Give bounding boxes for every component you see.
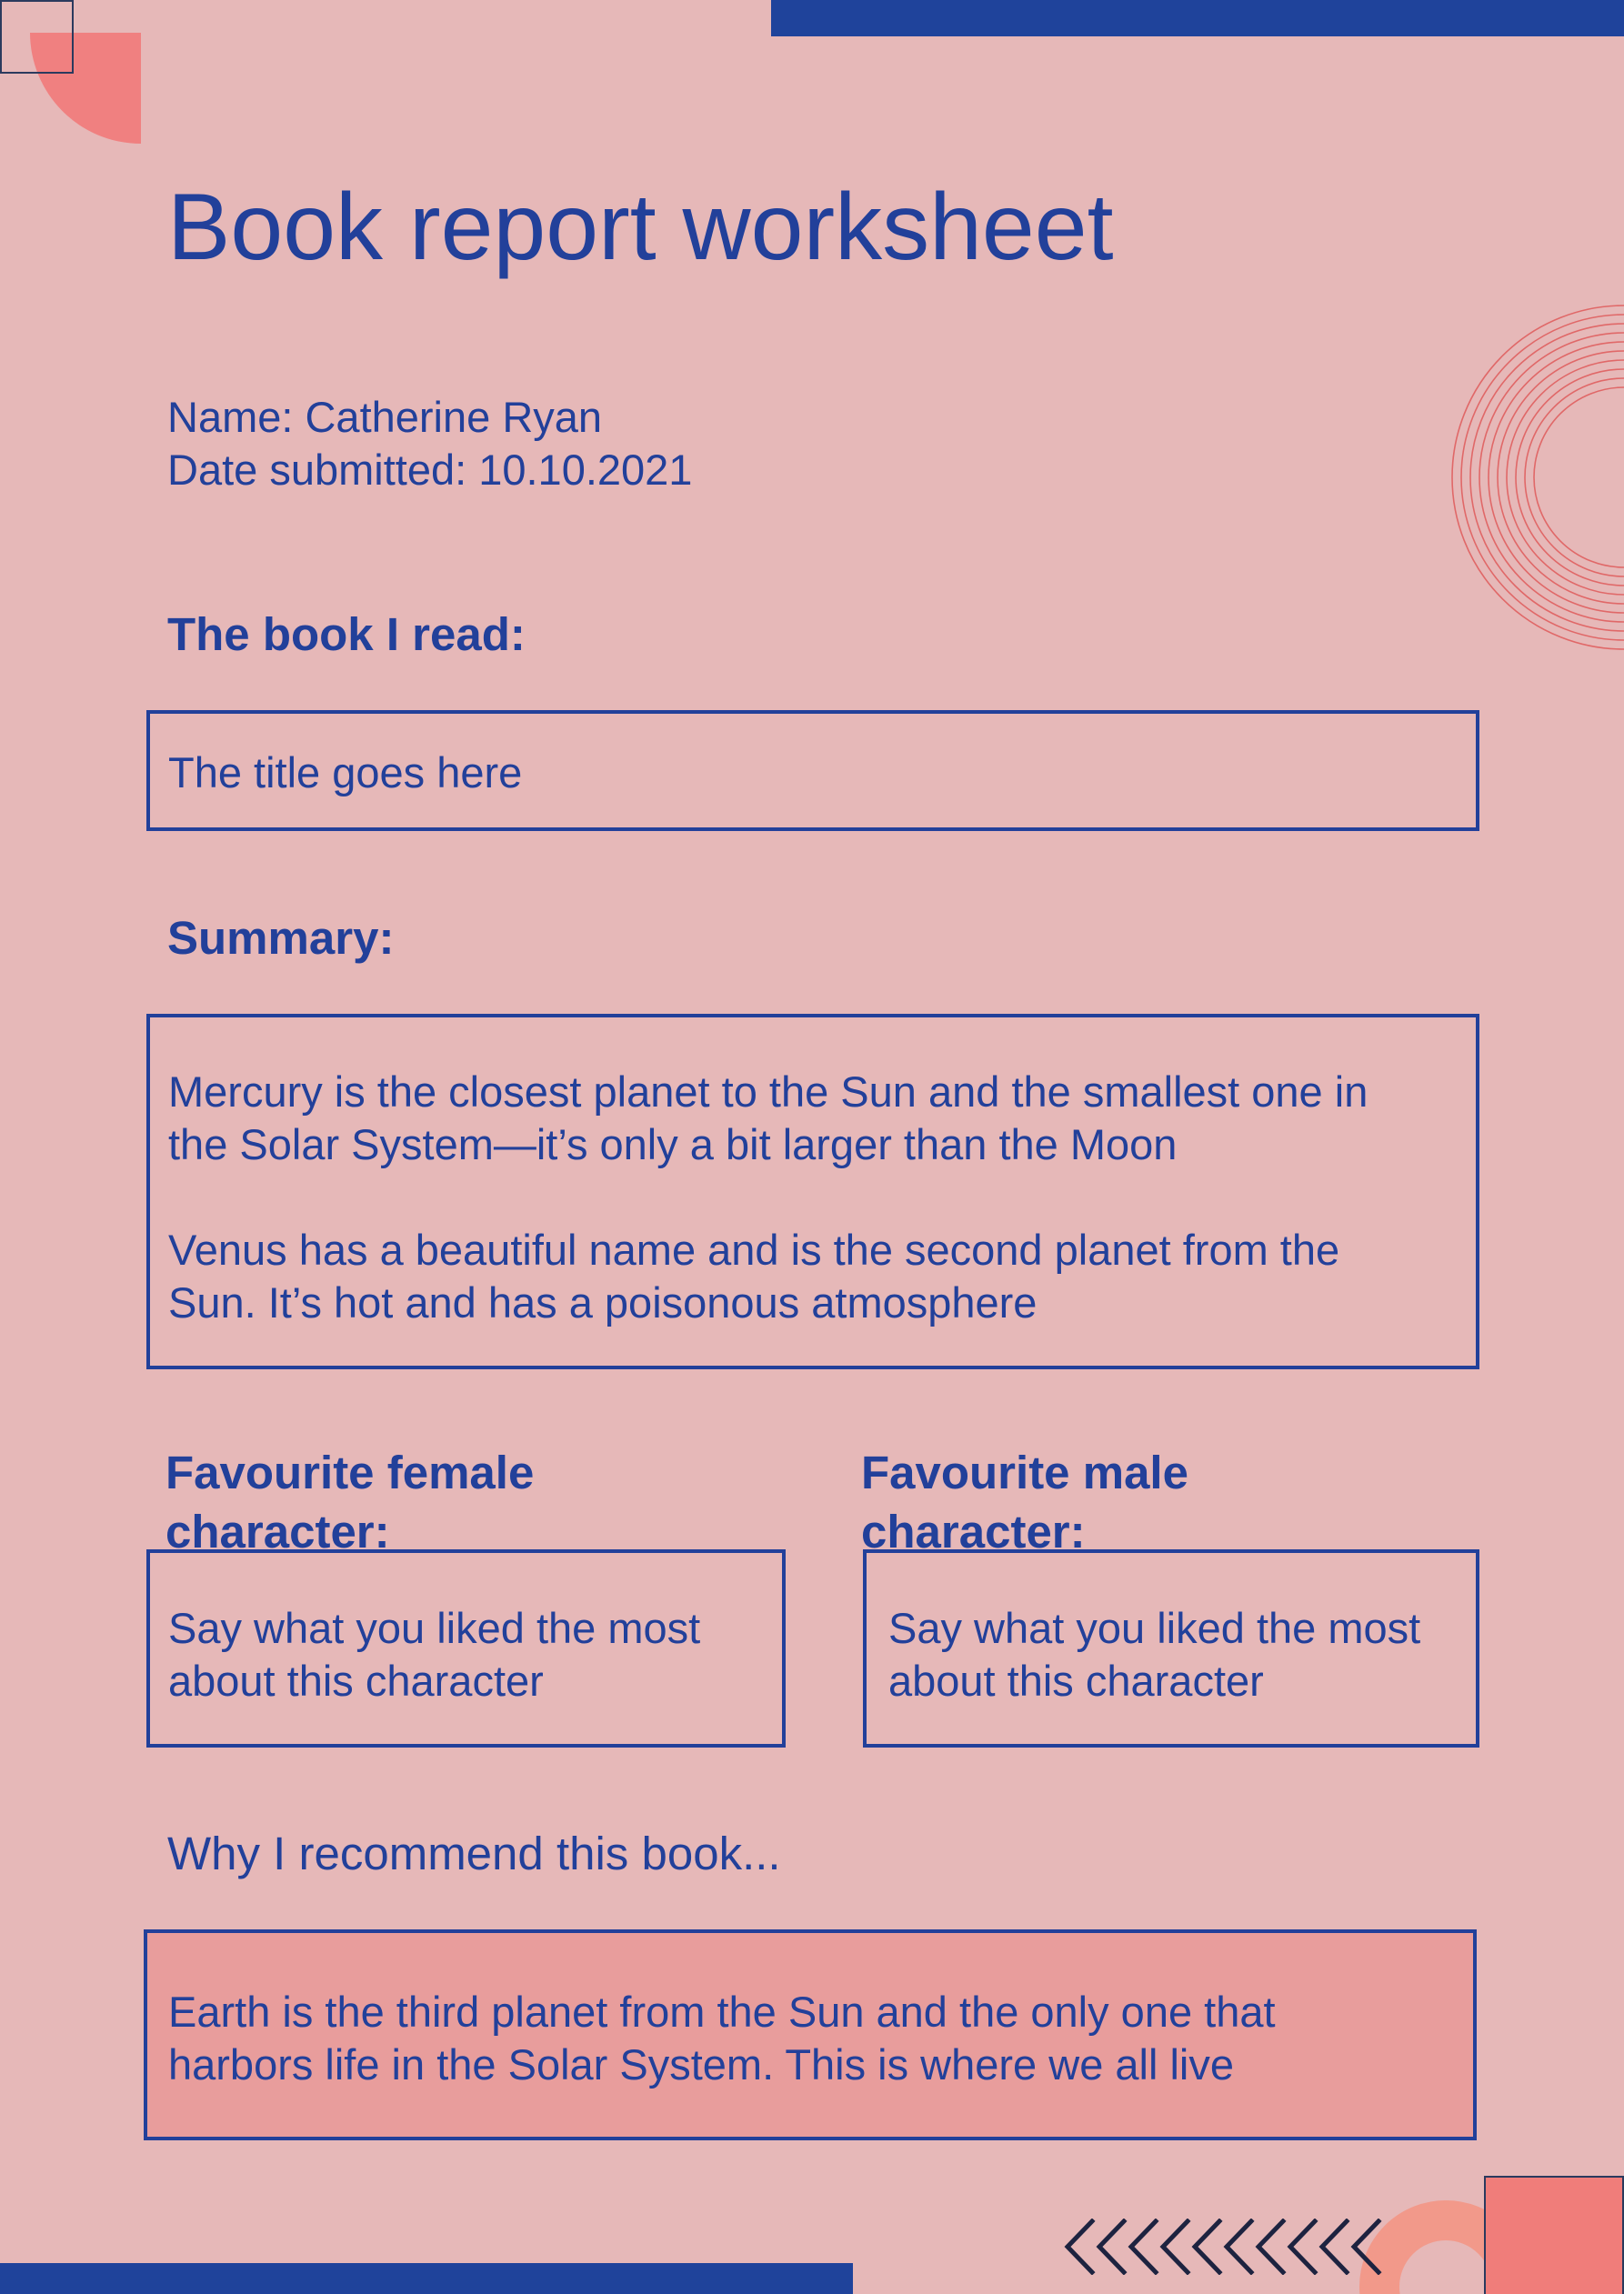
top-accent-bar [771,0,1624,36]
summary-heading: Summary: [167,912,395,964]
student-info [167,391,692,496]
summary-line: Sun. It’s hot and has a poisonous atmosphere [168,1278,1038,1327]
chevrons-left-icon [1064,2219,1388,2275]
summary-line: Venus has a beautiful name and is the second planet from the [168,1226,1340,1274]
date-submitted: Date submitted: 10.10.2021 [167,446,693,494]
male-character-text [888,1602,1420,1708]
summary-field[interactable] [146,1014,1479,1369]
female-heading-line: character: [165,1506,390,1558]
female-text-line: about this character [168,1657,544,1705]
recommend-text [168,1986,1276,2091]
book-title-placeholder: The title goes here [168,748,523,796]
page-title: Book report worksheet [167,175,1114,280]
square-outline-decoration [0,0,74,74]
book-heading: The book I read: [167,608,526,660]
male-heading-line: character: [861,1506,1086,1558]
student-name: Name: Catherine Ryan [167,393,603,441]
male-text-line: Say what you liked the most [888,1604,1421,1652]
summary-paragraph [168,1224,1368,1329]
square-decoration [1484,2176,1624,2294]
summary-text [168,1066,1368,1329]
male-character-field[interactable] [863,1549,1479,1748]
concentric-arcs-decoration [1446,300,1624,655]
male-text-line: about this character [888,1657,1264,1705]
female-character-heading [165,1443,534,1561]
book-title-field[interactable] [146,710,1479,831]
recommend-field[interactable] [144,1929,1477,2140]
summary-line: the Solar System—it’s only a bit larger than the Moon [168,1120,1178,1168]
summary-paragraph [168,1066,1368,1171]
female-heading-line: Favourite female [165,1447,535,1498]
bottom-accent-bar [0,2263,853,2294]
female-character-field[interactable] [146,1549,786,1748]
summary-line: Mercury is the closest planet to the Sun and the smallest one in [168,1067,1368,1116]
recommend-heading: Why I recommend this book... [167,1828,781,1879]
female-text-line: Say what you liked the most [168,1604,701,1652]
male-heading-line: Favourite male [861,1447,1188,1498]
female-character-text [168,1602,700,1708]
male-character-heading [861,1443,1188,1561]
recommend-text-line: Earth is the third planet from the Sun and the only one that [168,1988,1276,2036]
recommend-text-line: harbors life in the Solar System. This is where we all live [168,2040,1234,2089]
